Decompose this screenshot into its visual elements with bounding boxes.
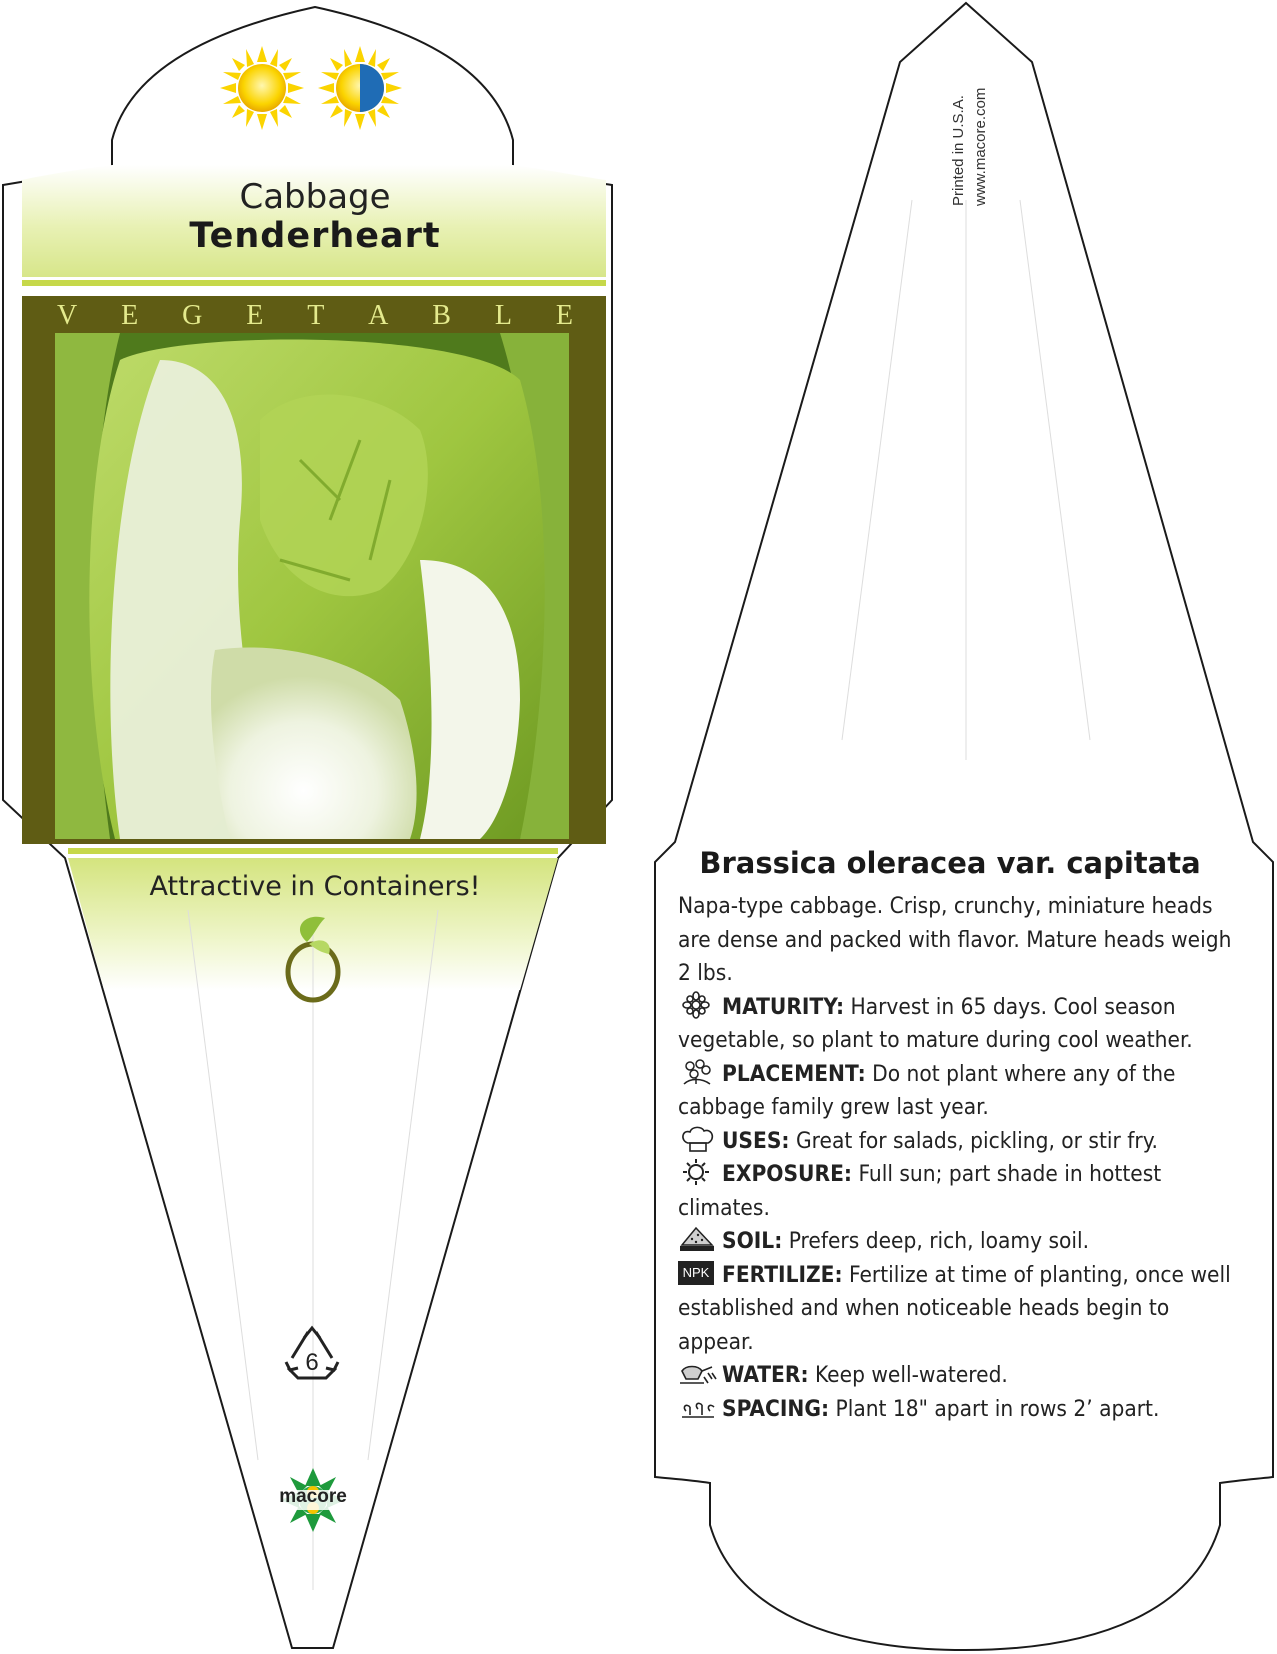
care-text: Full sun; part shade in hottest climates.: [678, 1161, 1162, 1221]
care-item-soil: [678, 1225, 1250, 1259]
care-text: Keep well-watered.: [815, 1362, 1008, 1388]
placement-icon: [678, 1058, 718, 1086]
care-label: USES:: [722, 1127, 790, 1154]
exposure-icon: [678, 1158, 718, 1186]
category-letter: A: [368, 300, 389, 331]
maturity-icon: [678, 991, 718, 1019]
care-label: SOIL:: [722, 1228, 783, 1254]
category-banner: [22, 296, 608, 336]
care-label: EXPOSURE:: [722, 1161, 853, 1187]
category-letter: E: [121, 300, 139, 331]
plant-type-title: Cabbage: [239, 177, 391, 217]
care-text: Plant 18" apart in rows 2’ apart.: [835, 1395, 1160, 1422]
part-sun-icon: [318, 46, 402, 130]
care-label: SPACING:: [722, 1395, 830, 1422]
care-item-placement: [678, 1058, 1250, 1125]
care-text: Great for salads, pickling, or stir fry.: [795, 1127, 1158, 1154]
cabbage-photo: [55, 333, 569, 839]
care-item-water: [678, 1359, 1250, 1393]
fertilize-icon: [678, 1259, 718, 1287]
category-letters: [57, 299, 573, 333]
care-text: Harvest in 65 days. Cool season vegetable, so plant to mature during cool weather.: [678, 993, 1193, 1053]
water-icon: [678, 1359, 718, 1387]
care-text: Do not plant where any of the cabbage family grew last year.: [678, 1060, 1176, 1120]
category-letter: V: [57, 300, 78, 331]
variety-title: Tenderheart: [189, 216, 441, 256]
care-item-maturity: [678, 991, 1250, 1058]
tagline: Attractive in Containers!: [149, 871, 481, 902]
care-label: MATURITY:: [722, 993, 845, 1020]
category-letter: B: [432, 300, 451, 331]
description: Napa-type cabbage. Crisp, crunchy, miniature heads are dense and packed with flavor. Mature heads weigh 2 lbs.: [678, 893, 1232, 986]
care-text: Prefers deep, rich, loamy soil.: [788, 1228, 1090, 1254]
category-letter: E: [555, 300, 573, 331]
npk-badge: NPK: [678, 1261, 714, 1285]
recycle-number: 6: [305, 1349, 319, 1376]
care-item-uses: [678, 1125, 1250, 1159]
category-letter: E: [246, 300, 264, 331]
category-letter: G: [182, 300, 203, 331]
care-instructions: [678, 890, 1250, 1426]
care-label: FERTILIZE:: [722, 1261, 843, 1288]
printed-country: Printed in U.S.A.: [950, 95, 967, 206]
printed-info: [950, 48, 989, 218]
care-item-spacing: [678, 1393, 1250, 1427]
category-letter: T: [307, 300, 325, 331]
care-item-fertilize: [678, 1259, 1250, 1360]
printed-website: www.macore.com: [972, 87, 989, 206]
uses-icon: [678, 1125, 718, 1153]
botanical-name: Brassica oleracea var. capitata: [699, 846, 1201, 880]
care-label: WATER:: [722, 1362, 809, 1388]
full-sun-icon: [220, 46, 304, 130]
soil-icon: [678, 1225, 718, 1253]
care-text: Fertilize at time of planting, once well established and when noticeable heads begin to appear.: [678, 1261, 1231, 1355]
brand-name: macore: [279, 1486, 347, 1507]
care-item-exposure: [678, 1158, 1250, 1225]
spacing-icon: [678, 1393, 718, 1421]
care-label: PLACEMENT:: [722, 1060, 866, 1087]
category-letter: L: [494, 300, 512, 331]
